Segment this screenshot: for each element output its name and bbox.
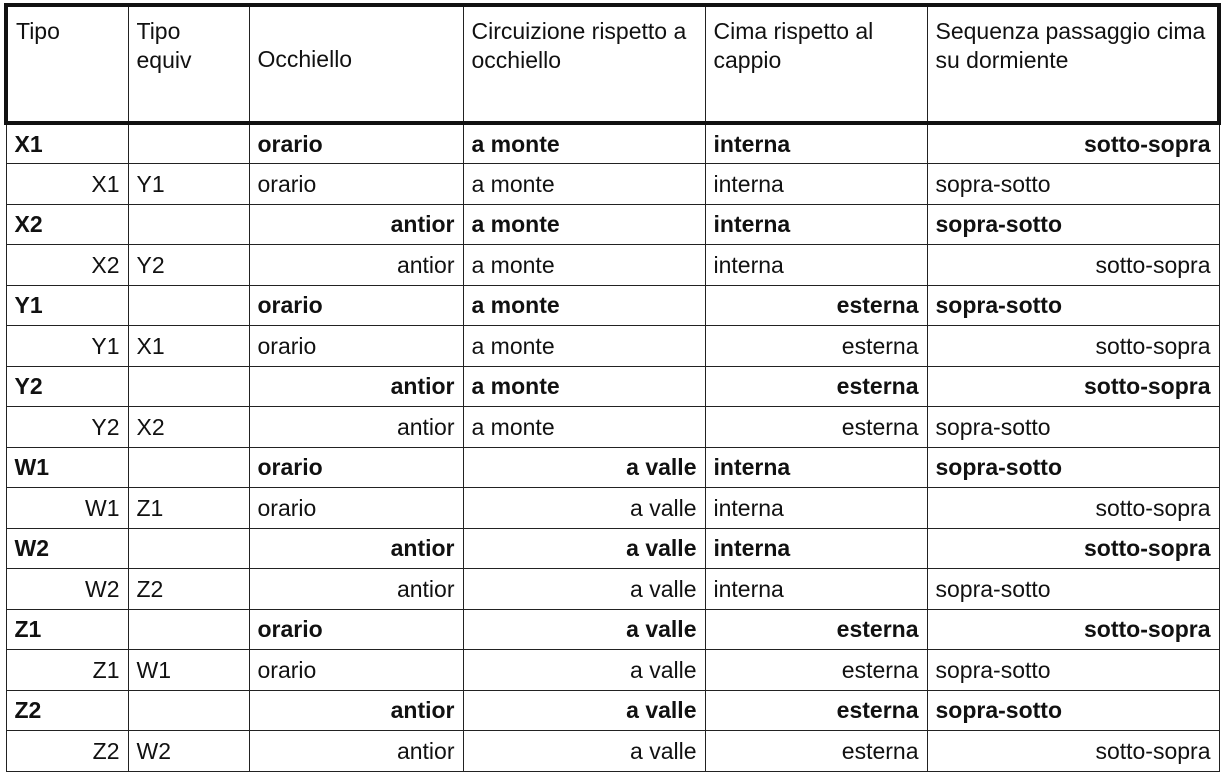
cell-tipo-equiv: X2	[128, 407, 249, 448]
cell-cima: esterna	[705, 326, 927, 367]
cell-tipo: Y1	[6, 285, 128, 326]
cell-tipo: W1	[6, 488, 128, 529]
table-row	[6, 528, 1219, 569]
cell-tipo-equiv: X1	[128, 326, 249, 367]
cell-circuizione: a monte	[463, 326, 705, 367]
table-row	[6, 366, 1219, 407]
cell-tipo-equiv	[128, 690, 249, 731]
cell-cima: interna	[705, 164, 927, 205]
cell-sequenza: sotto-sopra	[927, 488, 1219, 529]
header-sequenza: Sequenza passaggio cima su dormiente	[927, 5, 1219, 123]
cell-tipo-equiv: W1	[128, 650, 249, 691]
cell-tipo: W2	[6, 528, 128, 569]
cell-tipo: Z1	[6, 609, 128, 650]
table-header	[6, 5, 1219, 123]
cell-tipo: Y2	[6, 366, 128, 407]
cell-tipo: X1	[6, 164, 128, 205]
cell-tipo-equiv	[128, 447, 249, 488]
cell-cima: esterna	[705, 285, 927, 326]
cell-sequenza: sopra-sotto	[927, 690, 1219, 731]
cell-tipo-equiv	[128, 609, 249, 650]
cell-circuizione: a monte	[463, 123, 705, 164]
cell-sequenza: sopra-sotto	[927, 569, 1219, 610]
cell-occhiello: antior	[249, 245, 463, 286]
cell-sequenza: sotto-sopra	[927, 123, 1219, 164]
cell-circuizione: a valle	[463, 731, 705, 772]
table-row	[6, 164, 1219, 205]
cell-circuizione: a valle	[463, 528, 705, 569]
table-row	[6, 245, 1219, 286]
cell-tipo-equiv	[128, 123, 249, 164]
cell-occhiello: orario	[249, 326, 463, 367]
cell-tipo: W1	[6, 447, 128, 488]
cell-circuizione: a valle	[463, 488, 705, 529]
cell-cima: esterna	[705, 407, 927, 448]
cell-cima: esterna	[705, 690, 927, 731]
cell-occhiello: orario	[249, 164, 463, 205]
cell-occhiello: orario	[249, 447, 463, 488]
header-tipo: Tipo	[6, 5, 128, 123]
header-row	[6, 5, 1219, 123]
cell-sequenza: sotto-sopra	[927, 326, 1219, 367]
table-row	[6, 326, 1219, 367]
cell-cima: interna	[705, 447, 927, 488]
cell-tipo-equiv: Z1	[128, 488, 249, 529]
cell-sequenza: sopra-sotto	[927, 447, 1219, 488]
cell-sequenza: sopra-sotto	[927, 164, 1219, 205]
cell-sequenza: sopra-sotto	[927, 285, 1219, 326]
cell-circuizione: a monte	[463, 245, 705, 286]
cell-tipo: Y1	[6, 326, 128, 367]
cell-tipo: X2	[6, 204, 128, 245]
table-row	[6, 285, 1219, 326]
cell-tipo: Z2	[6, 731, 128, 772]
cell-occhiello: antior	[249, 731, 463, 772]
table-row	[6, 569, 1219, 610]
header-tipo-equiv: Tipo equiv	[128, 5, 249, 123]
cell-circuizione: a monte	[463, 366, 705, 407]
header-cima: Cima rispetto al cappio	[705, 5, 927, 123]
cell-circuizione: a valle	[463, 447, 705, 488]
cell-occhiello: antior	[249, 569, 463, 610]
table-row	[6, 204, 1219, 245]
cell-occhiello: antior	[249, 528, 463, 569]
table-row	[6, 650, 1219, 691]
cell-cima: interna	[705, 245, 927, 286]
cell-cima: esterna	[705, 366, 927, 407]
cell-occhiello: orario	[249, 285, 463, 326]
cell-tipo: W2	[6, 569, 128, 610]
cell-cima: esterna	[705, 609, 927, 650]
cell-occhiello: antior	[249, 366, 463, 407]
cell-tipo-equiv: Y2	[128, 245, 249, 286]
cell-occhiello: orario	[249, 650, 463, 691]
cell-tipo-equiv	[128, 285, 249, 326]
cell-tipo: Y2	[6, 407, 128, 448]
cell-sequenza: sotto-sopra	[927, 731, 1219, 772]
cell-tipo: Z2	[6, 690, 128, 731]
cell-occhiello: orario	[249, 123, 463, 164]
header-circuizione: Circuizione rispetto a occhiello	[463, 5, 705, 123]
knot-type-table	[4, 3, 1221, 772]
cell-tipo: Z1	[6, 650, 128, 691]
table-body	[6, 123, 1219, 771]
cell-cima: esterna	[705, 731, 927, 772]
cell-sequenza: sopra-sotto	[927, 204, 1219, 245]
cell-occhiello: orario	[249, 488, 463, 529]
table-row	[6, 488, 1219, 529]
cell-sequenza: sotto-sopra	[927, 528, 1219, 569]
cell-occhiello: antior	[249, 204, 463, 245]
cell-sequenza: sopra-sotto	[927, 650, 1219, 691]
table-row	[6, 609, 1219, 650]
cell-cima: interna	[705, 488, 927, 529]
cell-circuizione: a monte	[463, 164, 705, 205]
header-occhiello: Occhiello	[249, 5, 463, 123]
cell-tipo-equiv	[128, 528, 249, 569]
table-row	[6, 447, 1219, 488]
cell-cima: interna	[705, 569, 927, 610]
cell-cima: interna	[705, 204, 927, 245]
cell-tipo: X1	[6, 123, 128, 164]
table-row	[6, 407, 1219, 448]
cell-circuizione: a valle	[463, 690, 705, 731]
cell-circuizione: a monte	[463, 204, 705, 245]
cell-occhiello: antior	[249, 407, 463, 448]
cell-tipo: X2	[6, 245, 128, 286]
table-row	[6, 123, 1219, 164]
cell-tipo-equiv: W2	[128, 731, 249, 772]
cell-sequenza: sopra-sotto	[927, 407, 1219, 448]
cell-occhiello: antior	[249, 690, 463, 731]
cell-circuizione: a valle	[463, 650, 705, 691]
cell-circuizione: a valle	[463, 569, 705, 610]
cell-circuizione: a valle	[463, 609, 705, 650]
cell-circuizione: a monte	[463, 407, 705, 448]
cell-sequenza: sotto-sopra	[927, 366, 1219, 407]
table-row	[6, 690, 1219, 731]
cell-sequenza: sotto-sopra	[927, 609, 1219, 650]
cell-cima: interna	[705, 123, 927, 164]
cell-sequenza: sotto-sopra	[927, 245, 1219, 286]
cell-tipo-equiv: Y1	[128, 164, 249, 205]
cell-cima: esterna	[705, 650, 927, 691]
cell-tipo-equiv: Z2	[128, 569, 249, 610]
cell-circuizione: a monte	[463, 285, 705, 326]
cell-cima: interna	[705, 528, 927, 569]
cell-tipo-equiv	[128, 204, 249, 245]
cell-occhiello: orario	[249, 609, 463, 650]
table-row	[6, 731, 1219, 772]
cell-tipo-equiv	[128, 366, 249, 407]
